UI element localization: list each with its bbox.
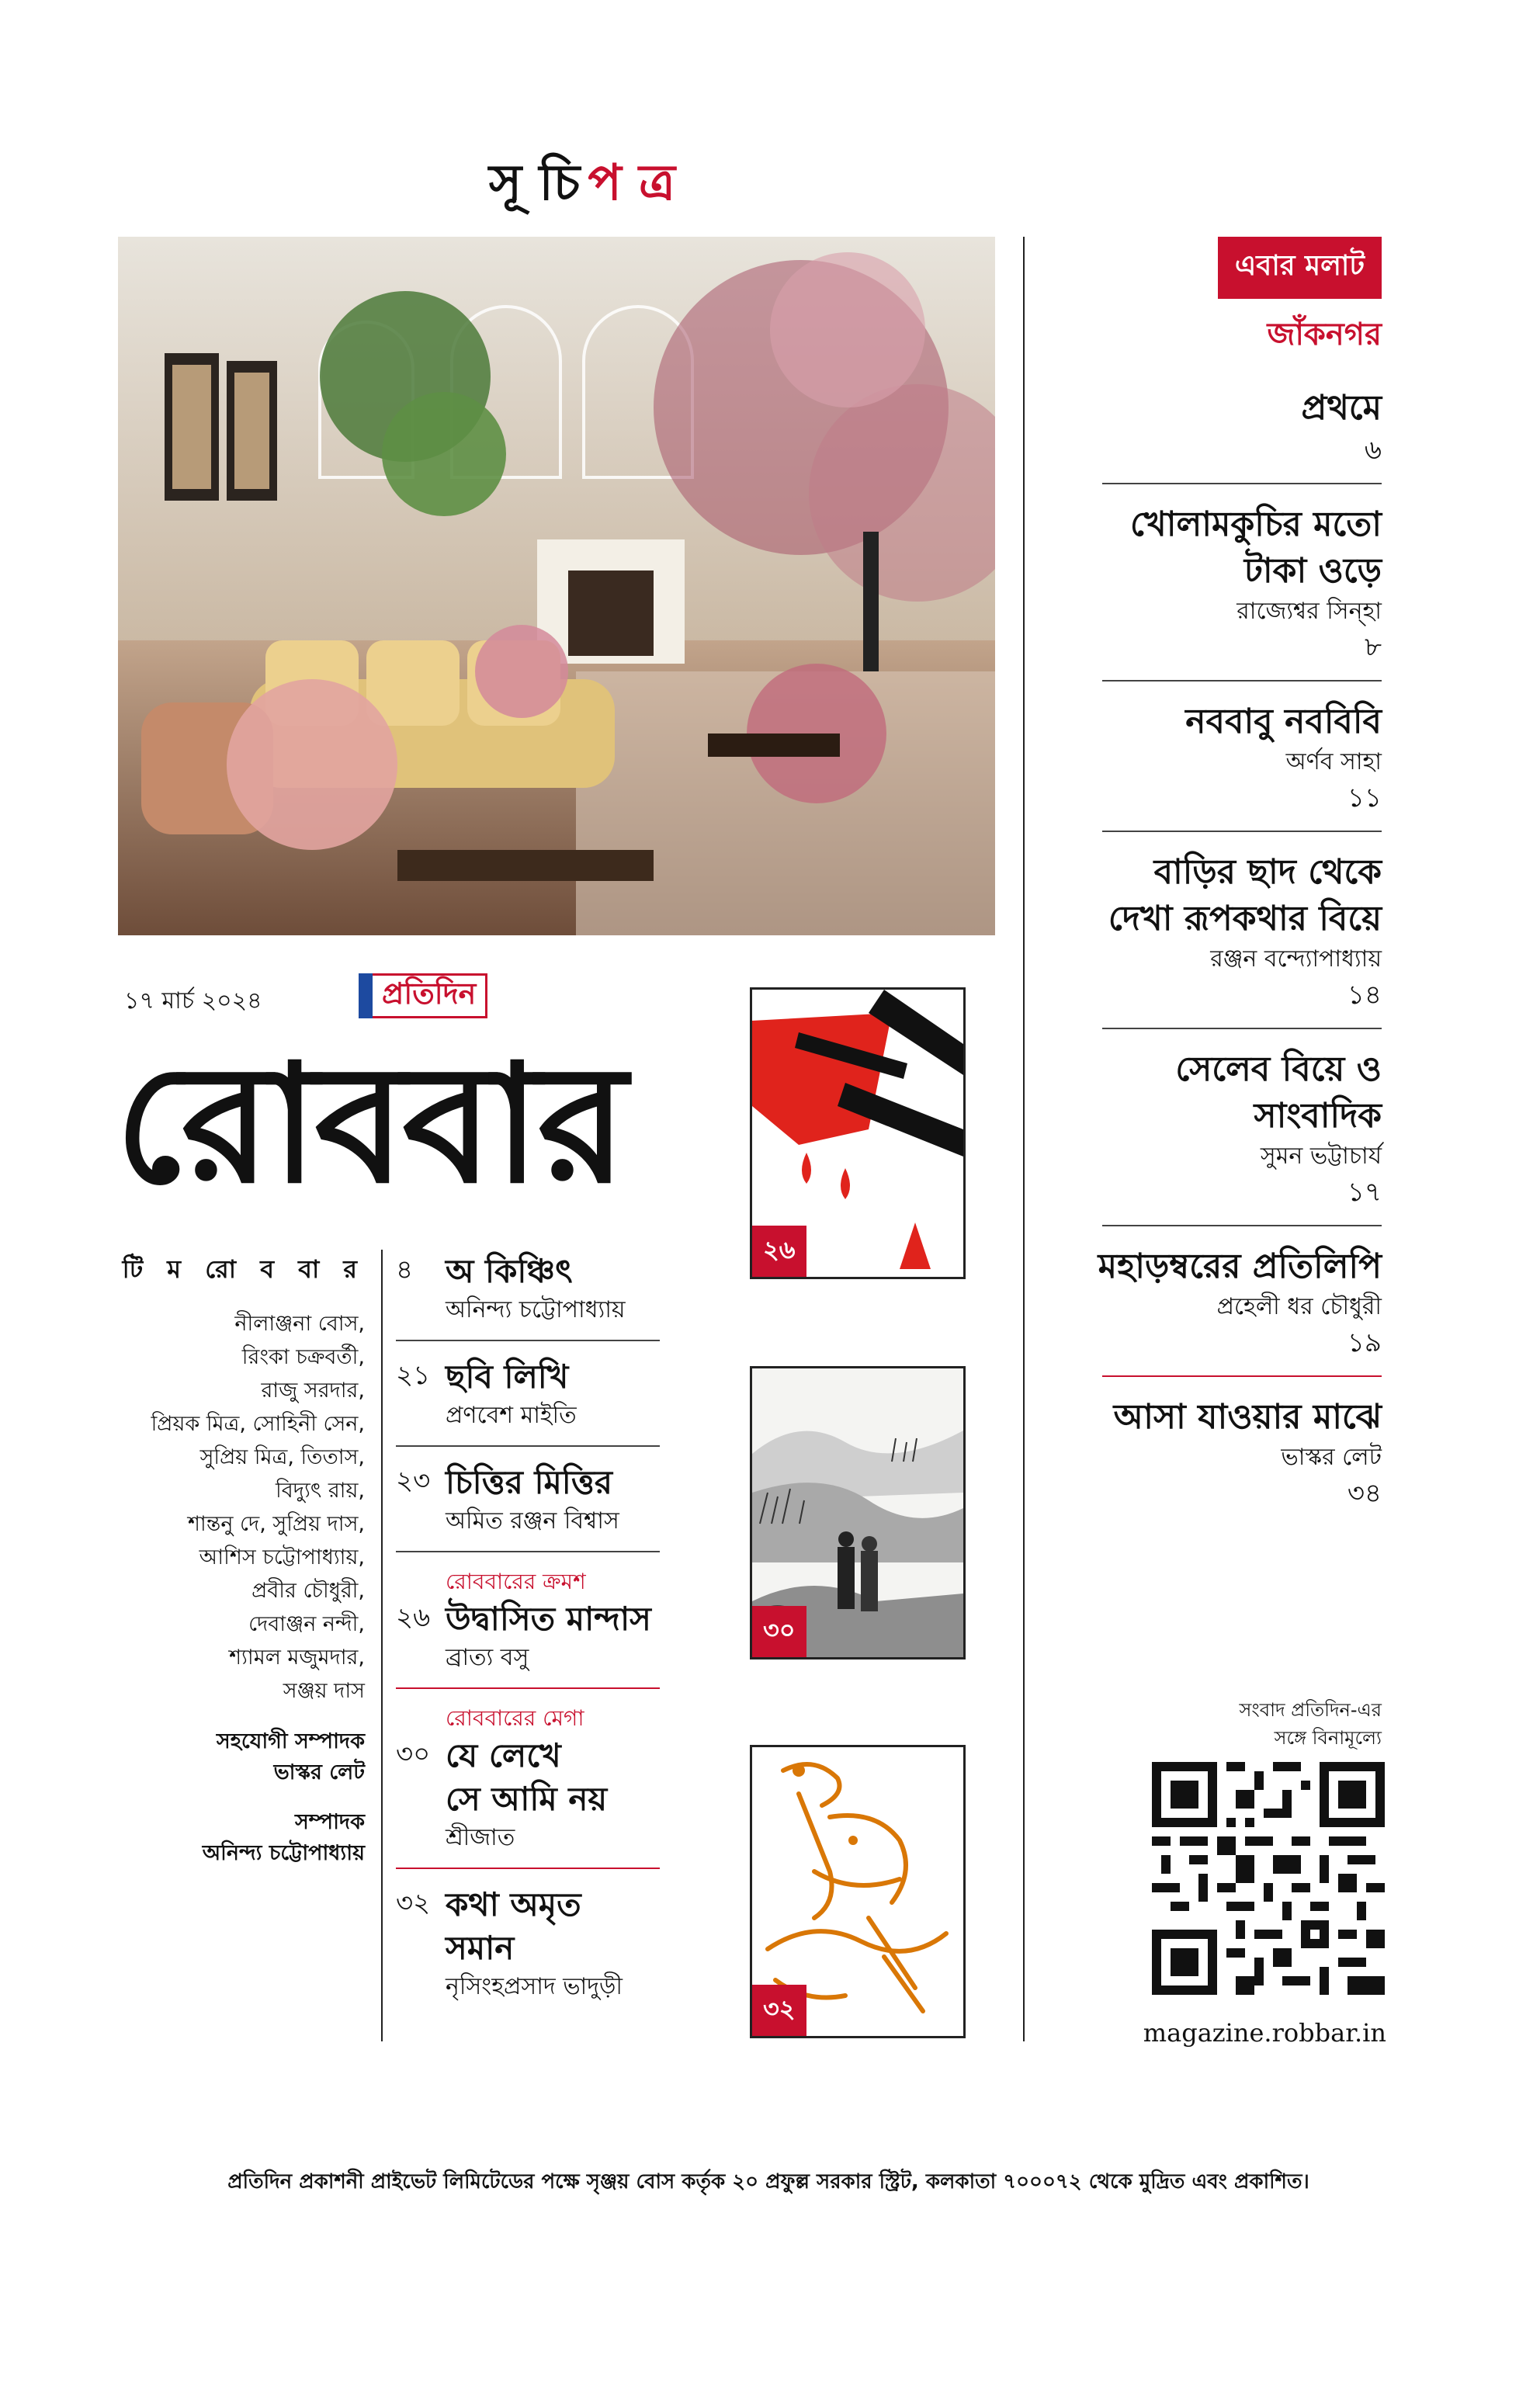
toc-page: ৪ [396, 1254, 414, 1285]
toc-item [396, 1461, 660, 1538]
toc-title: অ কিঞ্চিৎ [446, 1252, 573, 1290]
extra-title: আসা যাওয়ার মাঝে [1113, 1397, 1382, 1437]
article-title-line2: টাকা ওড়ে [1243, 551, 1382, 591]
article-page: ১৯ [1347, 1327, 1382, 1358]
pratidin-logo [359, 973, 487, 1018]
article-title: বাড়ির ছাদ থেকে [1153, 852, 1382, 892]
divider-red [1102, 1375, 1382, 1377]
article-author: রাজ্যেশ্বর সিন্‌হা [1237, 598, 1382, 625]
article-title-line2: সাংবাদিক [1254, 1096, 1382, 1136]
team-divider [381, 1250, 383, 2041]
divider-red [396, 1868, 660, 1869]
toc-item [396, 1355, 660, 1433]
extra-article [1040, 1394, 1382, 1512]
contents-list [396, 1250, 660, 2004]
qr-note [1195, 1696, 1382, 1752]
series-label: রোববারের ক্রমশ [446, 1569, 586, 1594]
series-label: রোববারের মেগা [446, 1705, 584, 1731]
toc-title-line2: সে আমি নয় [446, 1780, 608, 1818]
qr-code[interactable] [1152, 1762, 1385, 1995]
thumbnail-page-badge: ২৬ [752, 1226, 806, 1277]
team-heading: টি ম রো ব বা র [122, 1254, 365, 1284]
toc-page: ২৬ [396, 1602, 431, 1633]
team-names [116, 1307, 365, 1708]
cover-first-page: ৬ [1364, 435, 1382, 466]
cover-badge: এবার মলাট [1218, 237, 1382, 299]
assoc-editor-name: ভাস্কর লেট [273, 1760, 365, 1784]
toc-title: উদ্বাসিত মান্দাস [446, 1600, 651, 1638]
article-page: ১১ [1347, 782, 1382, 813]
toc-title: ছবি লিখি [446, 1358, 569, 1396]
article-page: ১৭ [1347, 1177, 1382, 1208]
qr-note-line1: সংবাদ প্রতিদিন-এর [1239, 1699, 1382, 1721]
cover-article [1040, 1243, 1382, 1361]
article-author: সুমন ভট্টাচার্য [1260, 1143, 1382, 1170]
article-title: খোলামকুচির মতো [1129, 505, 1382, 544]
team-column [116, 1250, 365, 1869]
article-title-line2: দেখা রূপকথার বিয়ে [1108, 899, 1382, 938]
cover-first-title: প্রথমে [1301, 388, 1382, 428]
toc-author: অমিত রঞ্জন বিশ্বাস [446, 1507, 619, 1535]
hero-photo [118, 237, 995, 935]
issue-date: ১৭ মার্চ ২০২৪ [124, 987, 262, 1014]
title-part-1: সূ চি [488, 153, 581, 212]
article-title: নববাবু নববিবি [1185, 702, 1382, 741]
article-title: সেলেব বিয়ে ও [1175, 1049, 1382, 1089]
divider [1102, 1028, 1382, 1029]
website-url[interactable]: magazine.robbar.in [1143, 2018, 1386, 2048]
masthead-title: রোববার [115, 1028, 624, 1219]
article-author: রঞ্জন বন্দ্যোপাধ্যায় [1210, 945, 1382, 973]
team-member: সুপ্রিয় মিত্র, তিতাস, [199, 1445, 365, 1469]
assoc-editor [116, 1726, 365, 1788]
divider [1102, 680, 1382, 681]
toc-item [396, 1883, 660, 2004]
editor [116, 1807, 365, 1869]
qr-note-line2: সঙ্গে বিনামূল্যে [1274, 1727, 1382, 1749]
imprint-footer: প্রতিদিন প্রকাশনী প্রাইভেট লিমিটেডের পক্ষে সৃঞ্জয় বোস কর্তৃক ২০ প্রফুল্ল সরকার স্ট্রিট, কলকাতা ৭০০০৭২ থেকে মুদ্রিত এবং প্রকাশিত। [227, 2170, 1309, 2194]
divider [396, 1340, 660, 1341]
team-member: শ্যামল মজুমদার, [229, 1646, 365, 1670]
divider [1102, 483, 1382, 484]
cover-article [1040, 501, 1382, 666]
extra-page: ৩৪ [1347, 1478, 1382, 1509]
toc-author: নৃসিংহপ্রসাদ ভাদুড়ী [446, 1973, 623, 2000]
toc-page: ২৩ [396, 1465, 431, 1496]
team-member: শান্তনু দে, সুপ্রিয় দাস, [187, 1512, 365, 1536]
team-member: আশিস চট্টোপাধ্যায়, [199, 1545, 365, 1569]
toc-author: শ্রীজাত [446, 1824, 515, 1851]
toc-author: প্রণবেশ মাইতি [446, 1402, 577, 1429]
cover-article [1040, 849, 1382, 1014]
divider [396, 1445, 660, 1447]
thumbnail-30 [750, 1366, 966, 1659]
page-title [435, 151, 730, 221]
thumbnail-32 [750, 1745, 966, 2038]
cover-article [1040, 699, 1382, 817]
assoc-editor-label: সহযোগী সম্পাদক [216, 1729, 365, 1753]
article-author: প্রহেলী ধর চৌধুরী [1216, 1293, 1382, 1320]
cover-article [1040, 1046, 1382, 1211]
toc-item [396, 1250, 660, 1327]
team-member: রিংকা চক্রবর্তী, [241, 1345, 365, 1369]
team-member: বিদ্যুৎ রায়, [276, 1479, 365, 1503]
thumbnail-26 [750, 987, 966, 1279]
article-title: মহাড়ম্বরের প্রতিলিপি [1098, 1247, 1382, 1286]
thumbnail-page-badge: ৩০ [752, 1606, 806, 1657]
cover-subject: জাঁকনগর [1267, 317, 1382, 352]
toc-author: অনিন্দ্য চট্টোপাধ্যায় [446, 1296, 626, 1323]
team-member: প্রিয়ক মিত্র, সোহিনী সেন, [151, 1412, 365, 1436]
editor-name: অনিন্দ্য চট্টোপাধ্যায় [202, 1841, 365, 1865]
editor-label: সম্পাদক [294, 1810, 365, 1834]
team-member: প্রবীর চৌধুরী, [251, 1579, 365, 1603]
divider [1102, 831, 1382, 832]
title-part-2: প ত্র [588, 153, 676, 212]
thumbnail-page-badge: ৩২ [752, 1985, 806, 2036]
divider-red [396, 1687, 660, 1689]
toc-item [396, 1734, 660, 1855]
cover-first [1040, 385, 1382, 469]
toc-author: ব্রাত্য বসু [446, 1644, 529, 1671]
column-divider [1023, 237, 1025, 2041]
toc-item [396, 1597, 660, 1675]
divider [1102, 1225, 1382, 1226]
brand-name: প্রতিদিন [373, 973, 487, 1018]
cover-story-column [1040, 237, 1382, 1634]
toc-title: যে লেখে [446, 1736, 561, 1774]
team-member: রাজু সরদার, [261, 1379, 365, 1403]
article-author: অর্ণব সাহা [1285, 748, 1382, 775]
logo-stub [359, 973, 373, 1018]
divider [396, 1551, 660, 1552]
toc-page: ৩০ [396, 1739, 431, 1770]
team-member: সঞ্জয় দাস [283, 1679, 365, 1703]
team-member: নীলাঞ্জনা বোস, [234, 1312, 365, 1336]
article-page: ১৪ [1347, 980, 1382, 1011]
article-page: ৮ [1364, 632, 1382, 663]
toc-page: ৩২ [396, 1888, 431, 1919]
toc-title: কথা অমৃত সমান [446, 1885, 581, 1967]
toc-page: ২১ [396, 1360, 431, 1391]
team-member: দেবাঞ্জন নন্দী, [248, 1612, 365, 1636]
toc-title: চিত্তির মিত্তির [446, 1463, 612, 1501]
extra-author: ভাস্কর লেট [1281, 1444, 1382, 1471]
